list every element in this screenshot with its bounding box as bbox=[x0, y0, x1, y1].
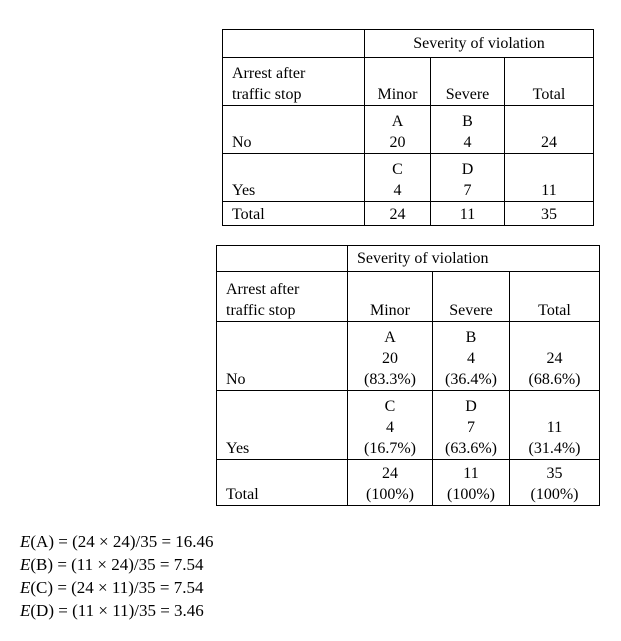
formula-expected-a: E(A) = (24 × 24)/35 = 16.46 bbox=[20, 532, 214, 551]
row-label-total: Total bbox=[217, 460, 348, 506]
row-total-no: 24 (68.6%) bbox=[510, 322, 600, 391]
formula-expected-d: E(D) = (11 × 11)/35 = 3.46 bbox=[20, 601, 204, 620]
table-corner-blank bbox=[217, 246, 348, 272]
cell-a: A 20 (83.3%) bbox=[348, 322, 433, 391]
table-row bbox=[217, 322, 600, 391]
col-header-minor: Minor bbox=[365, 58, 431, 106]
contingency-table-percentages bbox=[216, 245, 600, 506]
total-severe: 11 (100%) bbox=[433, 460, 510, 506]
total-severe: 11 bbox=[431, 202, 505, 226]
table-row bbox=[223, 154, 594, 202]
table-row bbox=[223, 106, 594, 154]
grand-total: 35 bbox=[505, 202, 594, 226]
row-total-yes: 11 (31.4%) bbox=[510, 391, 600, 460]
row-label-no: No bbox=[223, 106, 365, 154]
total-minor: 24 bbox=[365, 202, 431, 226]
cell-c: C 4 bbox=[365, 154, 431, 202]
contingency-table-counts bbox=[222, 29, 594, 226]
severity-header: Severity of violation bbox=[365, 30, 594, 58]
row-label-no: No bbox=[217, 322, 348, 391]
cell-b: B 4 (36.4%) bbox=[433, 322, 510, 391]
expected-value-formulas bbox=[20, 530, 214, 622]
severity-header: Severity of violation bbox=[348, 246, 600, 272]
row-header: Arrest after traffic stop bbox=[217, 272, 348, 322]
col-header-severe: Severe bbox=[431, 58, 505, 106]
cell-d: D 7 bbox=[431, 154, 505, 202]
table-row bbox=[223, 202, 594, 226]
table-row bbox=[217, 460, 600, 506]
col-header-minor: Minor bbox=[348, 272, 433, 322]
col-header-total: Total bbox=[505, 58, 594, 106]
cell-c: C 4 (16.7%) bbox=[348, 391, 433, 460]
formula-expected-c: E(C) = (24 × 11)/35 = 7.54 bbox=[20, 578, 204, 597]
col-header-total: Total bbox=[510, 272, 600, 322]
row-total-yes: 11 bbox=[505, 154, 594, 202]
row-label-yes: Yes bbox=[217, 391, 348, 460]
formula-expected-b: E(B) = (11 × 24)/35 = 7.54 bbox=[20, 555, 204, 574]
row-header: Arrest after traffic stop bbox=[223, 58, 365, 106]
table-row bbox=[217, 391, 600, 460]
cell-d: D 7 (63.6%) bbox=[433, 391, 510, 460]
table-corner-blank bbox=[223, 30, 365, 58]
cell-a: A 20 bbox=[365, 106, 431, 154]
col-header-severe: Severe bbox=[433, 272, 510, 322]
row-total-no: 24 bbox=[505, 106, 594, 154]
cell-b: B 4 bbox=[431, 106, 505, 154]
row-label-yes: Yes bbox=[223, 154, 365, 202]
grand-total: 35 (100%) bbox=[510, 460, 600, 506]
row-label-total: Total bbox=[223, 202, 365, 226]
total-minor: 24 (100%) bbox=[348, 460, 433, 506]
